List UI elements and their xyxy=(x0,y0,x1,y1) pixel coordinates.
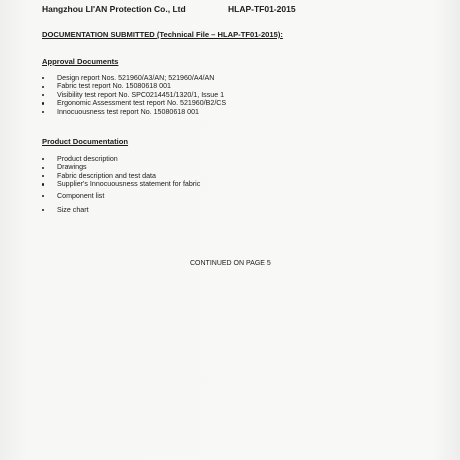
list-item: Drawings xyxy=(42,163,200,171)
list-item: Innocuousness test report No. 15080618 001 xyxy=(42,108,226,116)
continued-note: CONTINUED ON PAGE 5 xyxy=(190,260,271,267)
list-item: Fabric test report No. 15080618 001 xyxy=(42,82,226,90)
list-item: Visibility test report No. SPC0214451/1320/1, Issue 1 xyxy=(42,91,226,99)
company-name: Hangzhou LI'AN Protection Co., Ltd xyxy=(42,4,186,14)
list-item: Size chart xyxy=(42,206,200,214)
approval-documents-list xyxy=(42,74,226,116)
page-title: DOCUMENTATION SUBMITTED (Technical File – HLAP-TF01-2015): xyxy=(42,30,283,39)
list-item: Fabric description and test data xyxy=(42,172,200,180)
list-item: Design report Nos. 521960/A3/AN; 521960/A4/AN xyxy=(42,74,226,82)
list-item: Component list xyxy=(42,192,200,200)
product-documentation-list xyxy=(42,155,200,214)
approval-documents-heading: Approval Documents xyxy=(42,57,119,66)
document-id: HLAP-TF01-2015 xyxy=(228,4,296,14)
list-item: Product description xyxy=(42,155,200,163)
list-item: Ergonomic Assessment test report No. 521960/B2/CS xyxy=(42,99,226,107)
list-item: Supplier's Innocuousness statement for fabric xyxy=(42,180,200,188)
product-documentation-heading: Product Documentation xyxy=(42,137,129,146)
